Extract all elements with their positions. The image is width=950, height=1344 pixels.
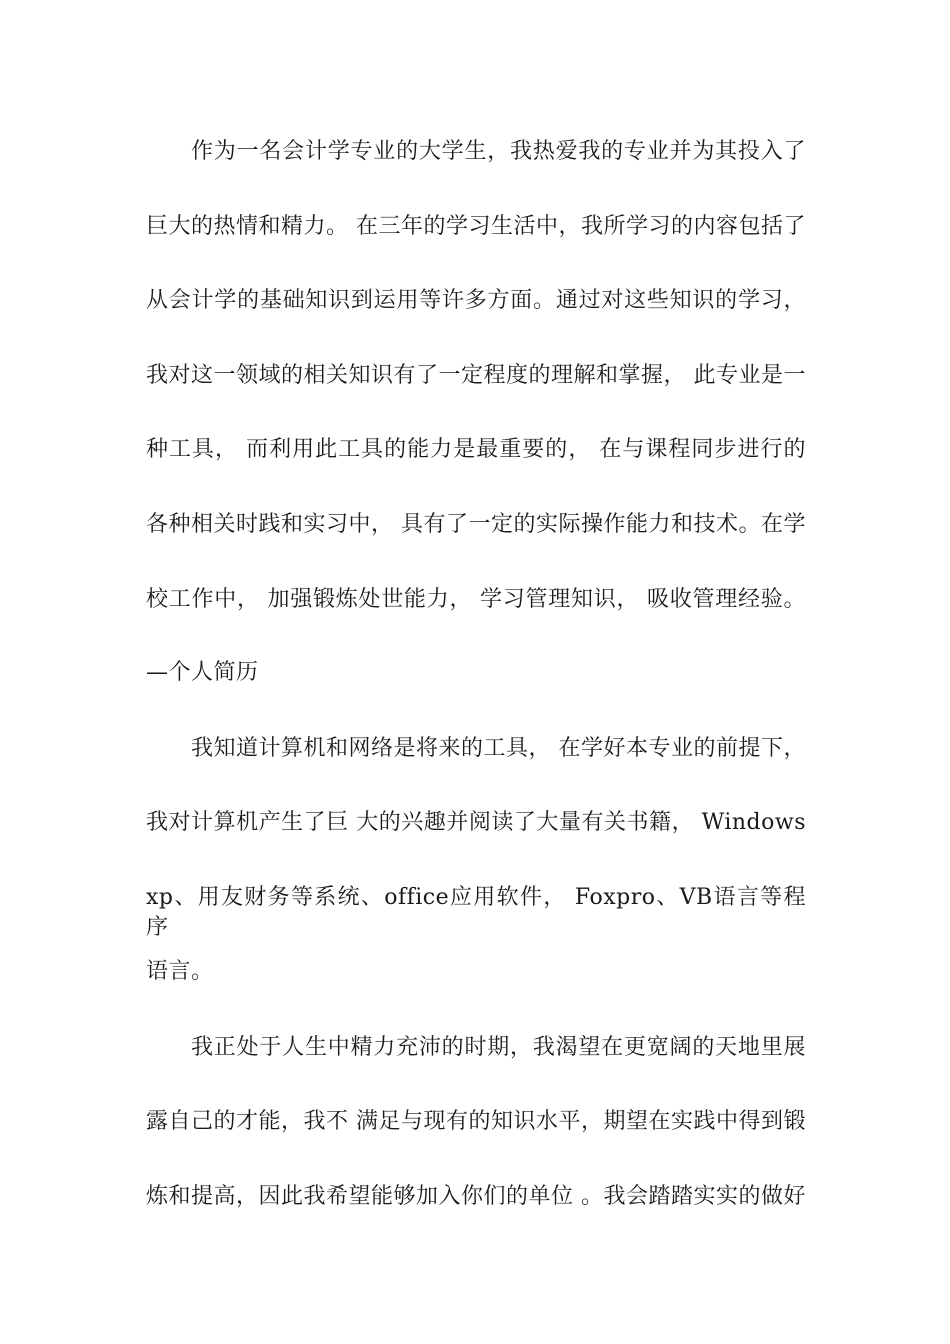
paragraph-1-line-4: 我对这一领域的相关知识有了一定程度的理解和掌握， 此专业是一 [146, 363, 806, 388]
paragraph-2-line-2: 我对计算机产生了巨 大的兴趣并阅读了大量有关书籍， Windows [146, 810, 806, 835]
paragraph-1-line-6: 各种相关时践和实习中， 具有了一定的实际操作能力和技术。在学 [146, 512, 806, 537]
section-heading: —个人简历 [146, 660, 259, 685]
paragraph-2-line-4: 语言。 [146, 959, 214, 984]
paragraph-3-line-2: 露自己的才能，我不 满足与现有的知识水平，期望在实践中得到锻 [146, 1109, 806, 1134]
paragraph-1-line-3: 从会计学的基础知识到运用等许多方面。通过对这些知识的学习， [146, 288, 806, 313]
paragraph-2-line-3: xp、用友财务等系统、office应用软件， Foxpro、VB语言等程序 [146, 885, 806, 940]
paragraph-1-line-5: 种工具， 而利用此工具的能力是最重要的， 在与课程同步进行的 [146, 437, 806, 462]
paragraph-1-line-2: 巨大的热情和精力。 在三年的学习生活中，我所学习的内容包括了 [146, 214, 806, 239]
paragraph-3-line-3: 炼和提高，因此我希望能够加入你们的单位 。我会踏踏实实的做好 [146, 1184, 806, 1209]
paragraph-2-line-1: 我知道计算机和网络是将来的工具， 在学好本专业的前提下， [191, 736, 806, 761]
paragraph-1-line-1: 作为一名会计学专业的大学生，我热爱我的专业并为其投入了 [191, 139, 806, 164]
paragraph-1-line-7: 校工作中， 加强锻炼处世能力， 学习管理知识， 吸收管理经验。 [146, 587, 806, 612]
paragraph-3-line-1: 我正处于人生中精力充沛的时期，我渴望在更宽阔的天地里展 [191, 1035, 806, 1060]
